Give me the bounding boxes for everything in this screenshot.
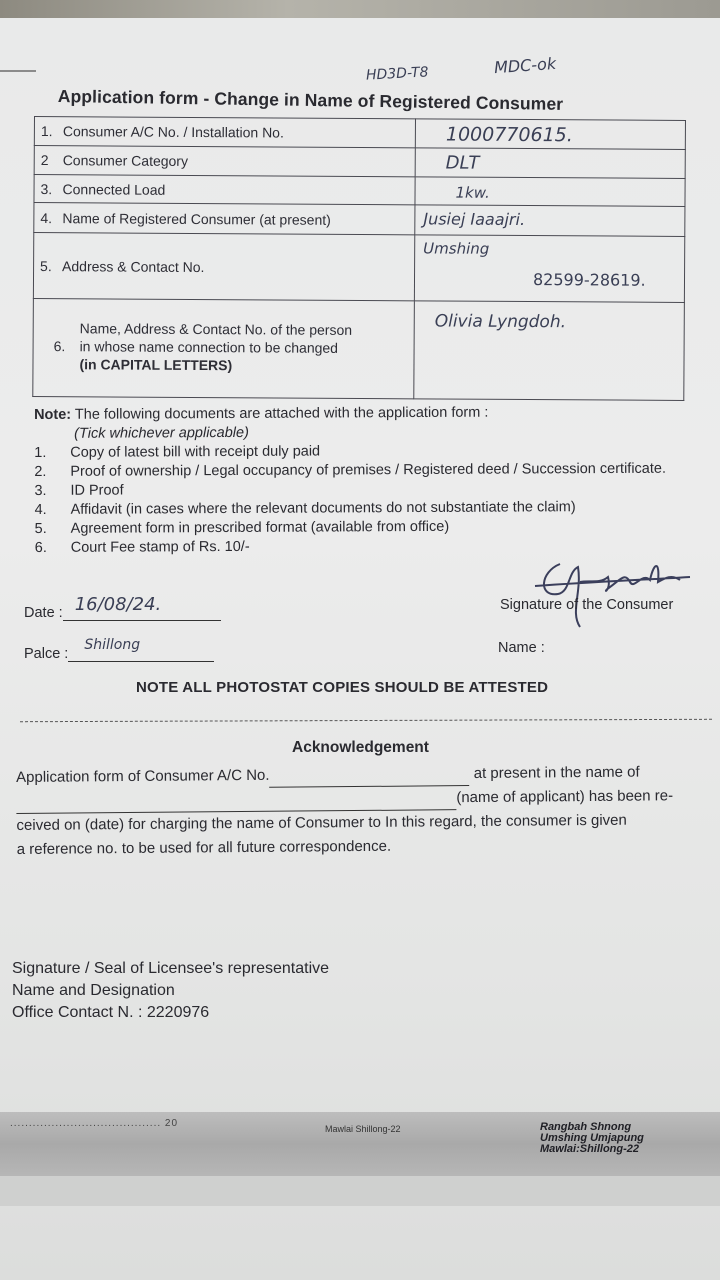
acknowledgement-title: Acknowledgement <box>292 739 429 756</box>
place-field: Palce : Shillong <box>24 646 214 662</box>
consumer-signature <box>530 552 700 632</box>
category-value: DLT <box>445 152 480 174</box>
row-label: Name, Address & Contact No. of the person <box>79 320 353 338</box>
row-label: Consumer Category <box>62 152 189 169</box>
list-item: 1. Copy of latest bill with receipt duly paid <box>34 443 321 461</box>
form-title: Application form - Change in Name of Registered Consumer <box>57 86 564 114</box>
name-label: Name : <box>498 640 545 656</box>
contact-value: 82599-28619. <box>532 270 646 290</box>
list-item: 2. Proof of ownership / Legal occupancy of premises / Registered deed / Succession certificate. <box>34 460 667 480</box>
load-value: 1kw. <box>455 183 490 202</box>
small-stamp-text: Mawlai Shillong-22 <box>325 1124 401 1134</box>
row-label: Connected Load <box>62 180 166 198</box>
table-row: 3. Connected Load 1kw. <box>34 175 685 207</box>
row-label: Address & Contact No. <box>62 257 205 275</box>
account-number-value: 1000770615. <box>445 123 573 147</box>
new-name-value: Olivia Lyngdoh. <box>434 311 567 333</box>
date-value: 16/08/24. <box>74 594 162 615</box>
documents-note: Note: The following documents are attached with the application form : (Tick whichever applicable) 1. Copy of latest bill with receipt duly paid 2. Proof of ownership / Legal occupancy of premises / Registered deed / Succession certificate. 3. ID Proof 4. Affidavit (in cases where the relevant documents do not substantiate the claim) 5. Agreement form in prescribed format (available from office) 6. Court Fee stamp of Rs. 10/- <box>34 402 715 558</box>
licensee-block: Signature / Seal of Licensee's representative Name and Designation Office Contact N. : 2220976 <box>12 960 330 1021</box>
table-row: 1. Consumer A/C No. / Installation No. 1000770615. <box>34 117 685 150</box>
fold-mark <box>0 70 36 72</box>
table-row: 6. Name, Address & Contact No. of the person in whose name connection to be changed (in CAPITAL LETTERS) Olivia Lyngdoh. <box>33 298 685 400</box>
signature-label: Signature of the Consumer <box>500 597 674 613</box>
list-item: 6. Court Fee stamp of Rs. 10/- <box>34 538 250 556</box>
registered-name-value: Jusiej Iaaajri. <box>423 209 526 230</box>
list-item: 4. Affidavit (in cases where the relevant documents do not substantiate the claim) <box>34 499 576 518</box>
table-row: 2 Consumer Category DLT <box>34 146 685 179</box>
table-row: 5. Address & Contact No. Umshing 82599-28619. <box>33 233 684 303</box>
documents-list <box>34 440 715 558</box>
annotation-right: MDC-ok <box>493 53 557 78</box>
next-page-edge-lower <box>0 1176 720 1206</box>
row-label: (in CAPITAL LETTERS) <box>79 356 233 374</box>
address-value: Umshing <box>423 239 490 258</box>
dotted-line-text: ........................................ 20 <box>10 1118 179 1129</box>
details-table <box>32 116 686 401</box>
rangbah-stamp: Rangbah Shnong Umshing Umjapung Mawlai:Shillong-22 <box>540 1121 644 1155</box>
attest-note: NOTE ALL PHOTOSTAT COPIES SHOULD BE ATTESTED <box>136 679 549 696</box>
list-item: 3. ID Proof <box>34 482 124 499</box>
date-field: Date : 16/08/24. <box>24 605 221 621</box>
annotation-left: HD3D-T8 <box>365 64 429 84</box>
row-label: Consumer A/C No. / Installation No. <box>62 123 284 141</box>
place-value: Shillong <box>84 637 141 653</box>
table-row: 4. Name of Registered Consumer (at present) Jusiej Iaaajri. <box>34 203 685 237</box>
acknowledgement-text: Application form of Consumer A/C No. at present in the name of (name of applicant) has been re- ceived on (date) for charging the name of Consumer to In this regard, the consumer is given a reference no. to be used for all future correspondence. <box>16 763 674 858</box>
row-label: Name of Registered Consumer (at present) <box>62 209 331 228</box>
list-item: 5. Agreement form in prescribed format (available from office) <box>34 518 450 537</box>
row-label: in whose name connection to be changed <box>79 338 339 356</box>
